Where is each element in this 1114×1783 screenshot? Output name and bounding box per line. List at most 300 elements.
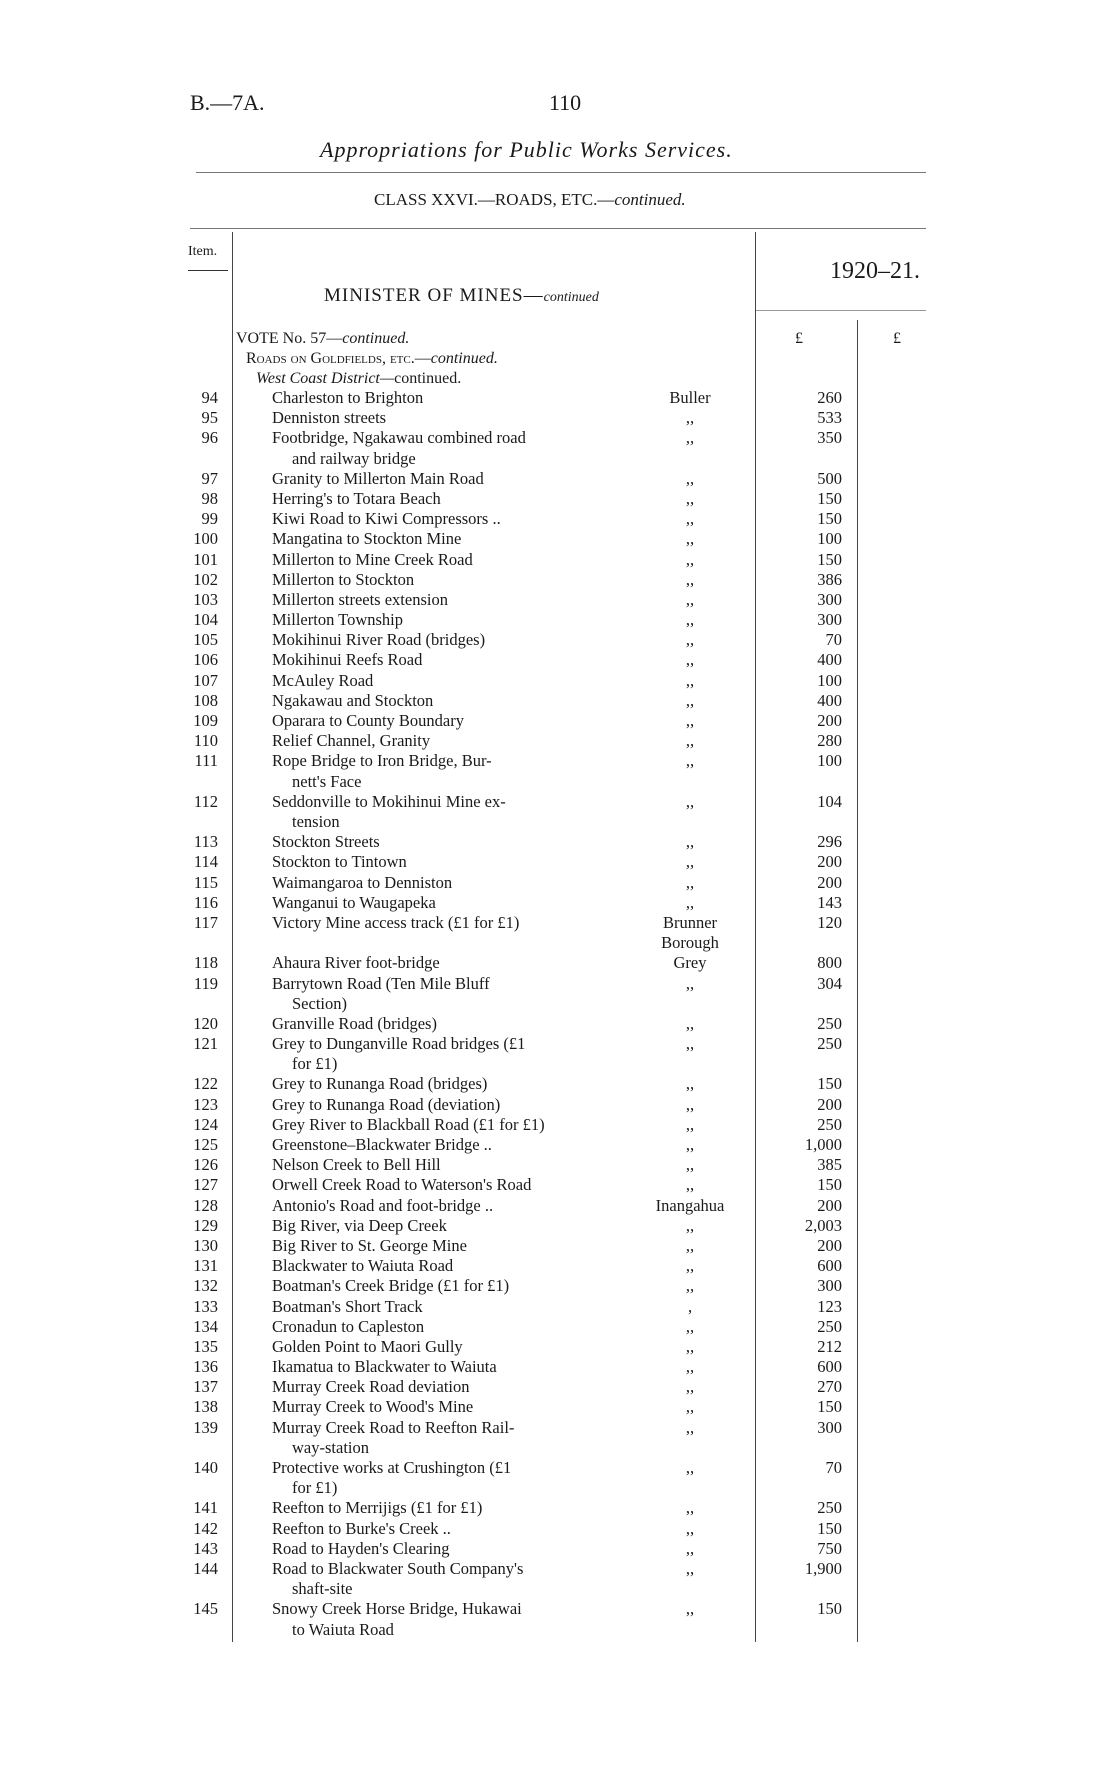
item-district-line: ,, (685, 852, 695, 872)
item-description (272, 509, 612, 529)
item-description (272, 428, 612, 468)
table-row (0, 1377, 1114, 1397)
item-description (272, 1377, 612, 1397)
item-district-line: ,, (685, 1498, 695, 1518)
item-description-line: Granity to Millerton Main Road (272, 468, 484, 488)
item-district-continuation: Borough (661, 933, 719, 953)
item-district (635, 792, 745, 812)
item-number: 122 (193, 1074, 218, 1094)
item-district (635, 1539, 745, 1559)
table-row (0, 1014, 1114, 1034)
item-amount: 104 (817, 791, 842, 811)
item-district-line: ,, (685, 1074, 695, 1094)
item-number: 136 (193, 1357, 218, 1377)
item-description-line: Stockton Streets (272, 832, 380, 852)
item-number: 141 (193, 1498, 218, 1518)
item-district-line: ,, (685, 1175, 695, 1195)
item-district-line: ,, (685, 1235, 695, 1255)
item-amount: 300 (817, 1417, 842, 1437)
item-description (272, 1418, 612, 1458)
document-code: B.—7A. (190, 90, 265, 115)
item-district-line: , (687, 1296, 693, 1316)
item-number: 123 (193, 1094, 218, 1114)
item-district (635, 1095, 745, 1115)
item-district (635, 590, 745, 610)
table-row (0, 1317, 1114, 1337)
item-district-line: ,, (685, 1276, 695, 1296)
item-district-line: ,, (685, 1135, 695, 1155)
item-description (272, 711, 612, 731)
item-description-line: Boatman's Short Track (272, 1296, 423, 1316)
item-description (272, 953, 612, 973)
item-district (635, 1115, 745, 1135)
item-district-line: Buller (669, 388, 711, 407)
item-description (272, 913, 612, 933)
item-description-line: Mangatina to Stockton Mine (272, 529, 462, 549)
item-number: 119 (193, 973, 218, 993)
item-description-line: Waimangaroa to Denniston (272, 872, 453, 892)
item-district-line: ,, (685, 1114, 695, 1134)
item-amount: 250 (817, 1316, 842, 1336)
item-district-line: ,, (685, 428, 695, 448)
item-description (272, 1155, 612, 1175)
item-district (635, 751, 745, 771)
item-description-line: Road to Blackwater South Company's (272, 1559, 524, 1578)
item-description-line: Kiwi Road to Kiwi Compressors .. (272, 509, 501, 529)
item-district-line: Grey (673, 953, 707, 973)
item-description (272, 469, 612, 489)
item-amount: 533 (817, 408, 842, 428)
item-amount: 150 (817, 509, 842, 529)
item-district-line: ,, (685, 488, 695, 508)
item-amount: 100 (817, 751, 842, 771)
district-text: West Coast District— (256, 370, 395, 387)
item-district (635, 610, 745, 630)
item-description-line: McAuley Road (272, 670, 374, 690)
item-description-line: Grey to Dunganville Road bridges (£1 (272, 1034, 526, 1054)
class-heading-text: CLASS XXVI.—ROADS, ETC.— (374, 190, 615, 209)
item-description-continuation: for £1) (292, 1478, 338, 1498)
item-amount: 150 (817, 549, 842, 569)
roads-heading (246, 350, 498, 368)
item-district-line: ,, (685, 973, 695, 993)
item-district-line: ,, (685, 1377, 695, 1397)
table-row (0, 469, 1114, 489)
item-amount: 200 (817, 1195, 842, 1215)
table-row (0, 691, 1114, 711)
class-continued: continued. (614, 190, 686, 209)
item-number: 135 (193, 1336, 218, 1356)
item-district-line: ,, (685, 1155, 695, 1175)
table-row (0, 1418, 1114, 1458)
item-number: 116 (193, 892, 218, 912)
item-description-line: Millerton streets extension (272, 589, 448, 609)
item-district-line: ,, (685, 549, 695, 569)
year-heading: 1920–21. (830, 258, 920, 284)
table-row (0, 1458, 1114, 1498)
page-number: 110 (549, 90, 582, 115)
item-district-line: ,, (685, 468, 695, 488)
item-amount: 260 (817, 388, 842, 407)
item-district (635, 711, 745, 731)
item-description (272, 1175, 612, 1195)
item-number: 129 (193, 1215, 218, 1235)
pound-unit-2: £ (893, 330, 901, 347)
item-amount: 300 (817, 610, 842, 630)
item-description-line: Boatman's Creek Bridge (£1 for £1) (272, 1276, 510, 1296)
item-description (272, 893, 612, 913)
item-amount: 150 (817, 1397, 842, 1417)
item-number: 130 (193, 1235, 218, 1255)
item-district-line: ,, (685, 1417, 695, 1437)
item-amount: 250 (817, 1114, 842, 1134)
item-number: 109 (193, 711, 218, 731)
item-district-line: ,, (685, 1215, 695, 1235)
item-district (635, 1216, 745, 1236)
item-district-line: ,, (685, 1357, 695, 1377)
item-number: 96 (201, 428, 218, 448)
item-district (635, 974, 745, 994)
item-district (635, 388, 745, 408)
item-label-rule (188, 270, 228, 271)
item-district-line: ,, (685, 1538, 695, 1558)
item-amount: 100 (817, 670, 842, 690)
table-row (0, 1256, 1114, 1276)
item-district-line: ,, (685, 892, 695, 912)
item-description-line: Reefton to Burke's Creek .. (272, 1518, 451, 1538)
item-description (272, 1498, 612, 1518)
item-number: 113 (193, 832, 218, 852)
item-description (272, 1539, 612, 1559)
item-number: 120 (193, 1013, 218, 1033)
item-description (272, 529, 612, 549)
item-description (272, 1397, 612, 1417)
item-district-line: ,, (685, 1518, 695, 1538)
item-number: 126 (193, 1155, 218, 1175)
item-district (635, 1014, 745, 1034)
item-district (635, 691, 745, 711)
table-row (0, 1155, 1114, 1175)
item-amount: 270 (817, 1377, 842, 1397)
item-district-line: ,, (685, 1013, 695, 1033)
item-description-line: Big River to St. George Mine (272, 1235, 467, 1255)
item-number: 131 (193, 1256, 218, 1276)
item-description-line: Millerton to Stockton (272, 569, 415, 589)
item-amount: 750 (817, 1538, 842, 1558)
item-description (272, 1074, 612, 1094)
table-row (0, 913, 1114, 953)
pound-unit-1: £ (795, 330, 803, 347)
item-description (272, 1337, 612, 1357)
item-description-line: Granville Road (bridges) (272, 1013, 437, 1033)
item-description-continuation: and railway bridge (292, 448, 416, 468)
item-description-line: Barrytown Road (Ten Mile Bluff (272, 973, 490, 993)
item-amount: 1,000 (804, 1135, 842, 1155)
item-amount: 200 (817, 1235, 842, 1255)
table-row (0, 671, 1114, 691)
item-district-line: ,, (685, 1034, 695, 1054)
item-description (272, 1297, 612, 1317)
item-description-continuation: to Waiuta Road (292, 1619, 394, 1639)
table-row (0, 1034, 1114, 1074)
item-district (635, 1458, 745, 1478)
item-description-line: Relief Channel, Granity (272, 731, 431, 751)
item-number: 103 (193, 589, 218, 609)
item-amount: 150 (817, 1175, 842, 1195)
item-description-line: Footbridge, Ngakawau combined road (272, 428, 526, 448)
item-district (635, 1357, 745, 1377)
table-row (0, 1196, 1114, 1216)
table-row (0, 509, 1114, 529)
item-description (272, 1115, 612, 1135)
item-description (272, 550, 612, 570)
item-number: 140 (193, 1458, 218, 1478)
item-amount: 600 (817, 1357, 842, 1377)
item-description (272, 590, 612, 610)
item-description (272, 1216, 612, 1236)
item-description (272, 832, 612, 852)
item-description (272, 691, 612, 711)
item-description-line: Blackwater to Waiuta Road (272, 1256, 454, 1276)
item-number: 111 (194, 751, 218, 771)
item-description (272, 650, 612, 670)
item-number: 100 (193, 529, 218, 549)
table-row (0, 489, 1114, 509)
vote-heading (236, 330, 409, 348)
item-number: 132 (193, 1276, 218, 1296)
item-description-line: Protective works at Crushington (£1 (272, 1458, 512, 1478)
item-description-line: Millerton Township (272, 610, 404, 630)
item-amount: 70 (825, 630, 842, 650)
item-description (272, 1458, 612, 1498)
item-amount: 350 (817, 428, 842, 448)
item-number: 143 (193, 1538, 218, 1558)
table-row (0, 388, 1114, 408)
item-number: 95 (201, 408, 218, 428)
item-description-line: Millerton to Mine Creek Road (272, 549, 473, 569)
item-district (635, 1559, 745, 1579)
item-amount: 200 (817, 872, 842, 892)
item-number: 127 (193, 1175, 218, 1195)
item-description-line: Grey to Runanga Road (bridges) (272, 1074, 488, 1094)
item-district (635, 529, 745, 549)
item-district (635, 832, 745, 852)
item-number: 115 (193, 872, 218, 892)
item-district (635, 1397, 745, 1417)
item-description (272, 1357, 612, 1377)
table-row (0, 1074, 1114, 1094)
item-number: 99 (201, 509, 218, 529)
item-number: 101 (193, 549, 218, 569)
item-description (272, 1236, 612, 1256)
table-row (0, 1337, 1114, 1357)
item-number: 105 (193, 630, 218, 650)
table-row (0, 550, 1114, 570)
item-amount: 280 (817, 731, 842, 751)
item-district (635, 1317, 745, 1337)
item-description-line: Reefton to Merrijigs (£1 for £1) (272, 1498, 483, 1518)
item-district (635, 1155, 745, 1175)
table-row (0, 570, 1114, 590)
item-description-line: Mokihinui River Road (bridges) (272, 630, 486, 650)
item-description (272, 671, 612, 691)
item-district (635, 1377, 745, 1397)
item-district-line: ,, (685, 529, 695, 549)
item-district (635, 1034, 745, 1054)
item-description-line: Stockton to Tintown (272, 852, 407, 872)
item-description-line: Snowy Creek Horse Bridge, Hukawai (272, 1599, 522, 1619)
item-number: 142 (193, 1518, 218, 1538)
roads-continued: continued. (430, 350, 498, 367)
item-column-label: Item. (188, 244, 218, 259)
table-row (0, 1357, 1114, 1377)
item-number: 118 (193, 953, 218, 973)
item-district-line: ,, (685, 1599, 695, 1619)
ministry-heading (324, 285, 599, 307)
item-district-line: ,, (685, 751, 695, 771)
item-district (635, 1074, 745, 1094)
item-number: 125 (193, 1135, 218, 1155)
item-district-line: ,, (685, 690, 695, 710)
item-amount: 250 (817, 1034, 842, 1054)
table-row (0, 1539, 1114, 1559)
item-amount: 250 (817, 1498, 842, 1518)
ministry-text: MINISTER OF MINES— (324, 285, 544, 306)
item-description (272, 1559, 612, 1599)
item-district-line: ,, (685, 630, 695, 650)
item-district-line: ,, (685, 791, 695, 811)
table-row (0, 953, 1114, 973)
item-district (635, 408, 745, 428)
item-district-line: ,, (685, 1316, 695, 1336)
item-description (272, 731, 612, 751)
vote-continued: continued. (342, 330, 410, 347)
item-number: 108 (193, 690, 218, 710)
item-amount: 1,900 (804, 1559, 842, 1578)
item-number: 145 (193, 1599, 218, 1619)
item-description (272, 1135, 612, 1155)
item-district (635, 1256, 745, 1276)
table-row (0, 1175, 1114, 1195)
item-district (635, 1135, 745, 1155)
item-description-line: Greenstone–Blackwater Bridge .. (272, 1135, 492, 1155)
district-continued: continued. (394, 370, 462, 387)
item-description (272, 388, 612, 408)
item-number: 102 (193, 569, 218, 589)
item-district-line: ,, (685, 610, 695, 630)
item-district (635, 509, 745, 529)
item-amount: 800 (817, 953, 842, 973)
item-amount: 2,003 (804, 1215, 842, 1235)
table-row (0, 1135, 1114, 1155)
item-description-continuation: nett's Face (292, 771, 362, 791)
item-district (635, 489, 745, 509)
item-amount: 150 (817, 488, 842, 508)
item-amount: 250 (817, 1013, 842, 1033)
item-amount: 120 (817, 912, 842, 932)
item-description (272, 408, 612, 428)
item-description (272, 1196, 612, 1216)
table-row (0, 1599, 1114, 1639)
item-amount: 200 (817, 711, 842, 731)
item-district (635, 953, 745, 973)
table-row (0, 1276, 1114, 1296)
page-title: Appropriations for Public Works Services. (320, 137, 733, 162)
item-number: 106 (193, 650, 218, 670)
item-district (635, 1175, 745, 1195)
class-rule (190, 228, 926, 229)
item-description (272, 1599, 612, 1639)
item-description (272, 751, 612, 791)
item-number: 134 (193, 1316, 218, 1336)
item-district-line: ,, (685, 731, 695, 751)
item-district-line: ,, (685, 1336, 695, 1356)
item-district-line: ,, (685, 670, 695, 690)
item-amount: 150 (817, 1599, 842, 1619)
item-amount: 143 (817, 892, 842, 912)
item-description-continuation: shaft-site (292, 1579, 353, 1599)
item-description-line: Murray Creek to Wood's Mine (272, 1397, 474, 1417)
item-amount: 400 (817, 690, 842, 710)
item-district (635, 570, 745, 590)
items-table (0, 388, 1114, 1640)
item-number: 124 (193, 1114, 218, 1134)
item-description (272, 570, 612, 590)
item-description-line: Orwell Creek Road to Waterson's Road (272, 1175, 532, 1195)
table-row (0, 610, 1114, 630)
table-row (0, 1397, 1114, 1417)
item-description (272, 1276, 612, 1296)
table-row (0, 1115, 1114, 1135)
item-number: 117 (193, 912, 218, 932)
item-district-line: ,, (685, 872, 695, 892)
item-description (272, 1014, 612, 1034)
table-row (0, 731, 1114, 751)
item-amount: 70 (825, 1458, 842, 1478)
item-description-line: Antonio's Road and foot-bridge .. (272, 1195, 494, 1215)
item-description-line: Ngakawau and Stockton (272, 690, 434, 710)
item-description-line: Grey to Runanga Road (deviation) (272, 1094, 501, 1114)
item-description-line: Nelson Creek to Bell Hill (272, 1155, 441, 1175)
item-number: 94 (201, 388, 218, 407)
item-number: 97 (201, 468, 218, 488)
table-row (0, 408, 1114, 428)
item-district-line: ,, (685, 1559, 695, 1578)
item-number: 98 (201, 488, 218, 508)
item-description-line: Denniston streets (272, 408, 387, 428)
item-district-line: ,, (685, 509, 695, 529)
vote-text: VOTE No. 57— (236, 330, 343, 347)
class-heading (374, 190, 686, 210)
item-description-line: Murray Creek Road to Reefton Rail- (272, 1417, 515, 1437)
item-district-line: ,, (685, 650, 695, 670)
item-district (635, 1236, 745, 1256)
item-description (272, 873, 612, 893)
item-amount: 296 (817, 832, 842, 852)
item-district (635, 550, 745, 570)
item-number: 112 (193, 791, 218, 811)
item-district-line: ,, (685, 711, 695, 731)
item-district (635, 1276, 745, 1296)
item-description (272, 792, 612, 832)
item-district (635, 469, 745, 489)
item-amount: 200 (817, 852, 842, 872)
item-number: 121 (193, 1034, 218, 1054)
item-number: 144 (193, 1559, 218, 1578)
item-district-line: ,, (685, 1094, 695, 1114)
table-row (0, 832, 1114, 852)
item-description-line: Mokihinui Reefs Road (272, 650, 423, 670)
